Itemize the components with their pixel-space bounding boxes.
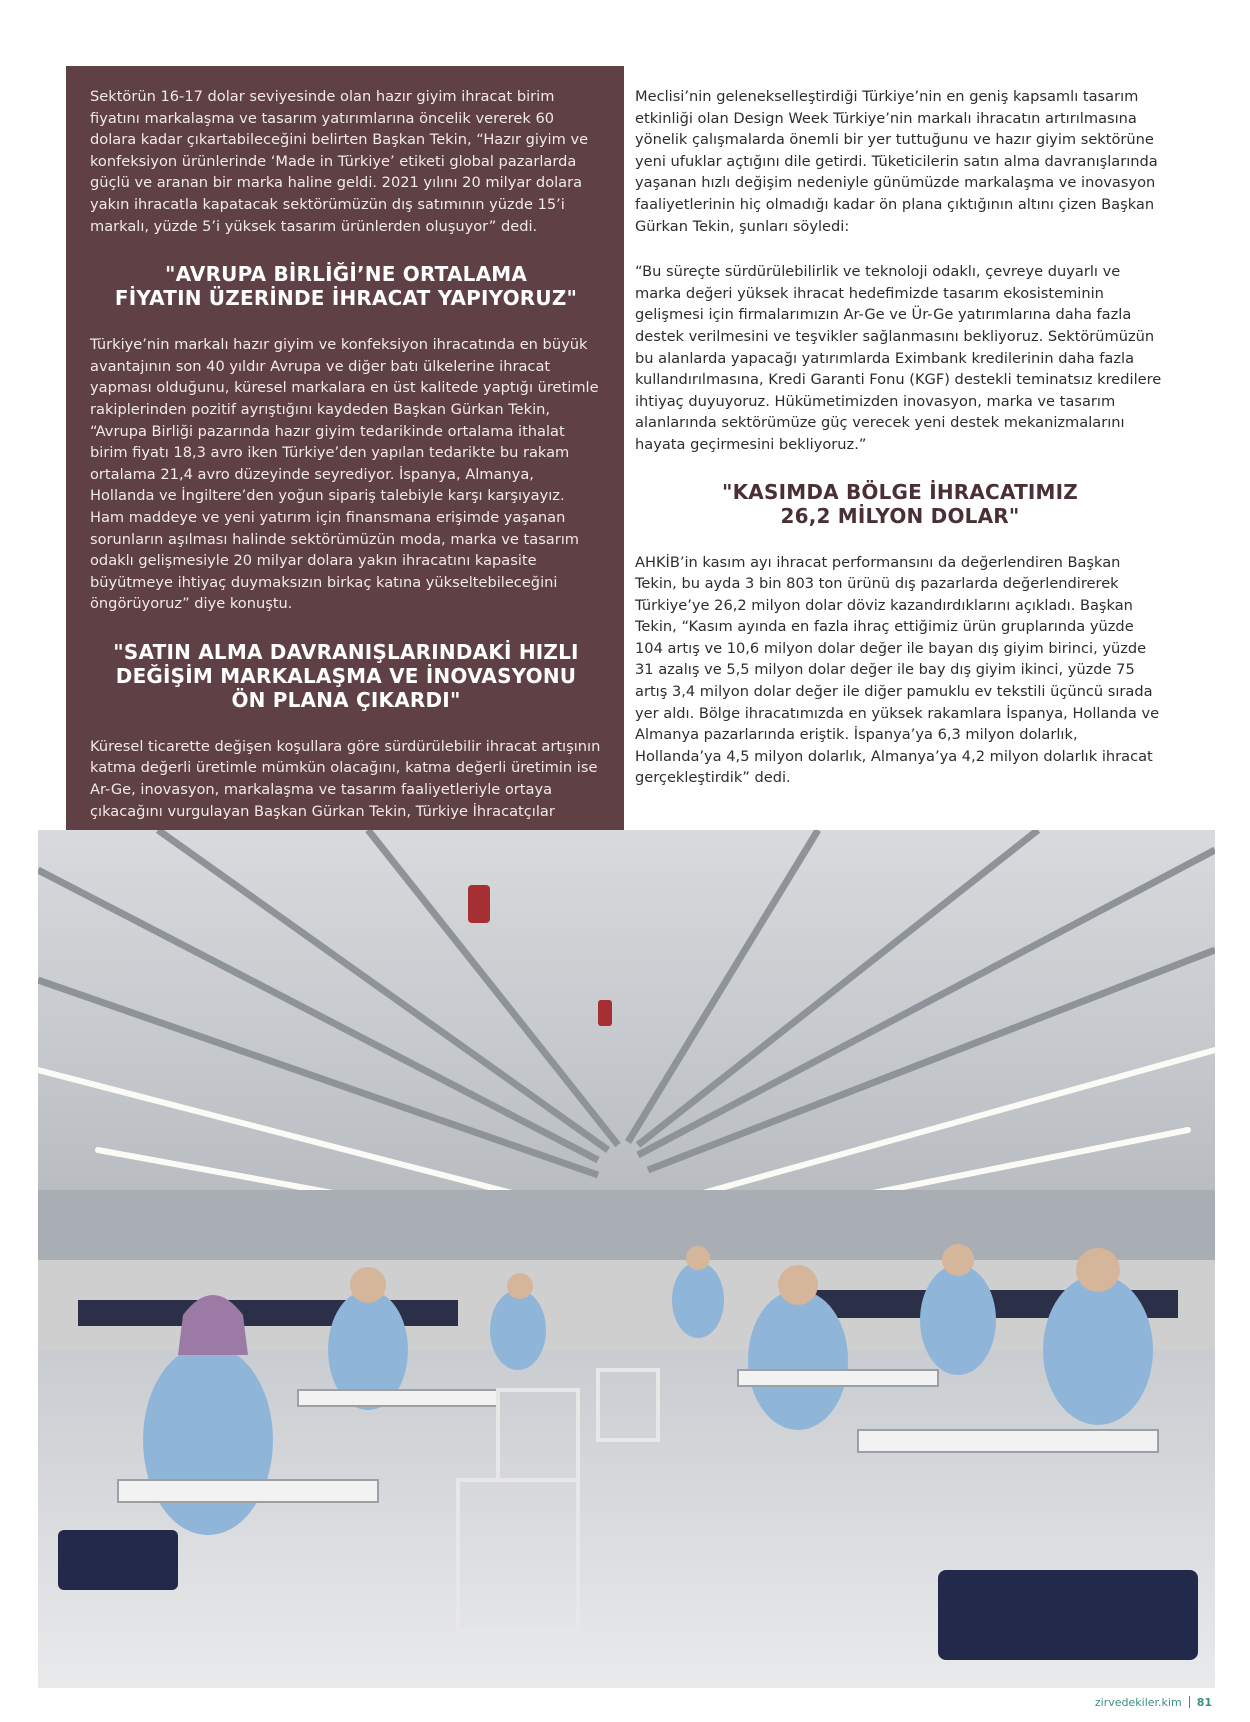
left-heading-2-line-1: "SATIN ALMA DAVRANIŞLARINDAKİ HIZLI <box>113 639 579 664</box>
footer-separator <box>1189 1696 1190 1708</box>
right-heading-line-2: 26,2 MİLYON DOLAR" <box>780 503 1020 528</box>
right-paragraph-2: “Bu süreçte sürdürülebilirlik ve teknoloji odaklı, çevreye duyarlı ve marka değeri yüksek ihracat hedefimizde tasarım ekosisteminin gelişmesi için firmalarımızın Ar-Ge ve Ür-Ge yatırımlarına daha fazla destek verilmesini ve teşvikler sağlanmasını bekliyoruz. Sektörümüzün bu alanlarda yapacağı yatırımlarda Eximbank kredilerinin daha fazla kullandırılmasına, Kredi Garanti Fonu (KGF) destekli teminatsız kredilere ihtiyaç duyuyoruz. Hükümetimizden inovasyon, marka ve tasarım alanlarında sektörümüze güç verecek yeni destek mekanizmalarını hayata geçirmesini bekliyoruz.” <box>635 263 1162 453</box>
factory-photo <box>38 830 1215 1688</box>
left-heading-1 <box>90 262 602 310</box>
page-footer <box>1095 1693 1212 1711</box>
left-heading-1-line-1: "AVRUPA BİRLİĞİ’NE ORTALAMA <box>164 262 528 287</box>
right-heading-line-1: "KASIMDA BÖLGE İHRACATIMIZ <box>721 479 1078 504</box>
left-heading-2 <box>90 640 602 712</box>
left-heading-1-line-2: FİYATIN ÜZERİNDE İHRACAT YAPIYORUZ" <box>114 286 578 311</box>
page-number: 81 <box>1196 1695 1212 1709</box>
left-heading-2-line-2: DEĞİŞİM MARKALAŞMA VE İNOVASYONU <box>115 663 577 688</box>
factory-photo-illustration <box>38 830 1215 1688</box>
right-column <box>635 86 1165 813</box>
right-paragraph-3: AHKİB’in kasım ayı ihracat performansını da değerlendiren Başkan Tekin, bu ayda 3 bin 803 ton ürünü dış pazarlarda değerlendirerek Türkiye’ye 26,2 milyon dolar döviz kazandırdıklarını açıkladı. Başkan Tekin, “Kasım ayında en fazla ihraç ettiğimiz ürün gruplarında yüzde 104 artış ve 10,6 milyon dolar değer ile bayan dış giyim birinci, yüzde 31 azalış ve 5,5 milyon dolar değer ile bay dış giyim ikinci, yüzde 75 artış 3,4 milyon dolar değer ile diğer pamuklu ev tekstili üçüncü sırada yer aldı. Bölge ihracatımızda en yüksek rakamlara İspanya, Hollanda ve Almanya pazarlarında eriştik. İspanya’ya 6,3 milyon dolarlık, Hollanda’ya 4,5 milyon dolarlık, Almanya’ya 4,2 milyon dolarlık ihracat gerçekleştirdik” dedi. <box>635 553 1160 787</box>
left-paragraph-2: Türkiye’nin markalı hazır giyim ve konfeksiyon ihracatında en büyük avantajının son 40 yıldır Avrupa ve diğer batı ülkelerine ihracat yapması olduğunu, küresel markalara en üst kalitede yaptığı üretimle rakiplerinden pozitif ayrıştığını kaydeden Başkan Gürkan Tekin, “Avrupa Birliği pazarında hazır giyim tedarikinde ortalama ithalat birim fiyatı 18,3 avro iken Türkiye’den yapılan tedarikte bu rakam ortalama 21,4 avro düzeyinde seyrediyor. İspanya, Almanya, Hollanda ve İngiltere’den yoğun sipariş talebiyle karşı karşıyayız. Ham maddeye ve yeni yatırım için finansmana erişimde yaşanan sorunların aşılması halinde sektörümüzün moda, marka ve tasarım odaklı gelişmesiyle 20 milyar dolara yakın ihracatını kapasite büyütmeye ihtiyaç duymaksızın birkaç katına yükseltebileceğini öngörüyoruz” diye konuştu. <box>90 336 599 613</box>
left-paragraph-1: Sektörün 16-17 dolar seviyesinde olan hazır giyim ihracat birim fiyatını markalaşma ve tasarım yatırımlarına öncelik vererek 60 dolara kadar çıkartabileceğini belirten Başkan Tekin, “Hazır giyim ve konfeksiyon ürünlerinde ‘Made in Türkiye’ etiketi global pazarlarda güçlü ve aranan bir marka haline geldi. 2021 yılını 20 milyar dolara yakın ihracatla kapatacak sektörümüzün dış satımının yüzde 15’i markalı, yüzde 5’i yüksek tasarım ürünlerden oluşuyor” dedi. <box>90 88 589 235</box>
left-heading-2-line-3: ÖN PLANA ÇIKARDI" <box>231 687 461 712</box>
right-paragraph-1: Meclisi’nin gelenekselleştirdiği Türkiye’nin en geniş kapsamlı tasarım etkinliği olan Design Week Türkiye’nin markalı ihracatın artırılmasına yönelik çalışmalarda önemli bir yer tuttuğunu ve hazır giyim sektörüne yeni ufuklar açtığını dile getirdi. Tüketicilerin satın alma davranışlarında yaşanan hızlı değişim nedeniyle günümüzde markalaşma ve inovasyon faaliyetlerinin hiç olmadığı kadar ön plana çıktığının altını çizen Başkan Gürkan Tekin, şunları söyledi: <box>635 88 1158 235</box>
right-heading <box>635 480 1165 528</box>
left-paragraph-3: Küresel ticarette değişen koşullara göre sürdürülebilir ihracat artışının katma değerli üretimle mümkün olacağını, katma değerli üretimin ise Ar-Ge, inovasyon, markalaşma ve tasarım faaliyetleriyle ortaya çıkacağını vurgulayan Başkan Gürkan Tekin, Türkiye İhracatçılar <box>90 737 601 820</box>
footer-site: zirvedekiler.kim <box>1094 1695 1182 1709</box>
left-column-panel <box>66 66 624 830</box>
